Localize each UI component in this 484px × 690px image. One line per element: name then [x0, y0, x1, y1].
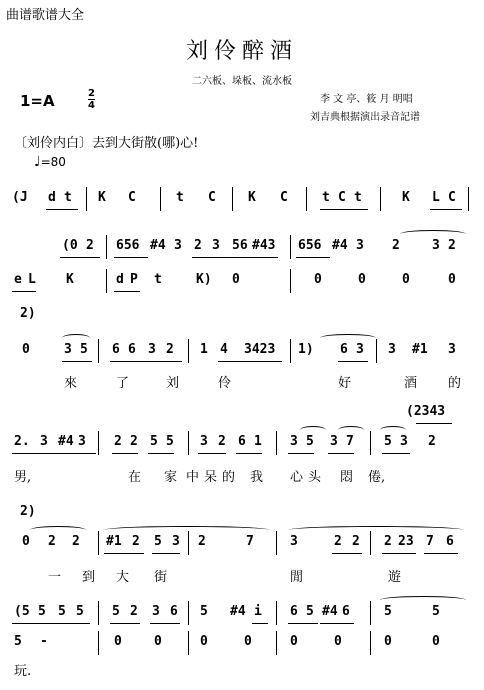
- lyric-char: 了: [116, 376, 130, 391]
- bar-line: [106, 235, 107, 259]
- note-token: #43: [252, 238, 276, 253]
- notation-line-8: [0, 504, 484, 526]
- note-token: 5: [14, 634, 22, 649]
- note-token: 6: [170, 604, 178, 619]
- lyric-char: 閒: [290, 570, 304, 585]
- underline: [112, 453, 138, 454]
- note-token: 7: [246, 534, 254, 549]
- note-token: 5: [384, 604, 392, 619]
- note-token: 2: [72, 534, 80, 549]
- lyric-char: 到: [82, 570, 96, 585]
- note-token: 2): [20, 504, 36, 519]
- bar-line: [276, 631, 277, 655]
- note-token: 0: [154, 634, 162, 649]
- note-token: -: [40, 634, 48, 649]
- note-token: (J: [12, 190, 28, 205]
- slur-arc: [288, 526, 464, 534]
- slur-arc: [104, 526, 270, 534]
- note-token: 5: [306, 604, 314, 619]
- lyric-char: 倦,: [368, 470, 386, 485]
- underline: [148, 453, 174, 454]
- underline: [46, 209, 78, 210]
- note-token: e: [14, 272, 22, 287]
- bar-line: [98, 631, 99, 655]
- note-token: t: [322, 190, 330, 205]
- note-token: C: [208, 190, 216, 205]
- note-token: 0: [384, 634, 392, 649]
- note-token: 3: [330, 434, 338, 449]
- note-token: 0: [358, 272, 366, 287]
- lyric-char: 一: [48, 570, 62, 585]
- note-token: d: [116, 272, 124, 287]
- note-token: 0: [448, 272, 456, 287]
- bar-line: [188, 601, 189, 625]
- note-token: t: [64, 190, 72, 205]
- note-token: C: [448, 190, 456, 205]
- bar-line: [290, 269, 291, 293]
- bar-line: [376, 339, 377, 363]
- slur-arc: [300, 426, 326, 434]
- note-token: 656: [298, 238, 322, 253]
- note-token: 5: [432, 604, 440, 619]
- lyric-char: 大: [116, 570, 130, 585]
- underline: [104, 553, 144, 554]
- underline: [252, 623, 268, 624]
- lyric-char: 在: [128, 470, 142, 485]
- note-token: 6: [238, 434, 246, 449]
- bar-line: [188, 339, 189, 363]
- note-token: 3: [174, 238, 182, 253]
- note-token: 3: [290, 534, 298, 549]
- note-token: 0: [244, 634, 252, 649]
- note-token: 2: [218, 434, 226, 449]
- underline: [192, 257, 278, 258]
- underline: [288, 623, 318, 624]
- note-token: 0: [402, 272, 410, 287]
- note-token: #4: [322, 604, 338, 619]
- underline: [12, 453, 96, 454]
- note-token: 2: [384, 534, 392, 549]
- note-token: 0: [200, 634, 208, 649]
- note-token: 7: [426, 534, 434, 549]
- note-token: 1: [200, 342, 208, 357]
- slur-arc: [320, 334, 376, 342]
- note-token: 2: [130, 434, 138, 449]
- time-sig-top: 2: [88, 88, 95, 99]
- note-token: 3: [200, 434, 208, 449]
- lyrics-line-2: [0, 466, 484, 488]
- note-token: 6: [446, 534, 454, 549]
- notation-line-1: [0, 190, 484, 212]
- lyric-char: 來: [64, 376, 78, 391]
- note-token: K: [402, 190, 410, 205]
- bar-line: [276, 431, 277, 455]
- note-token: 3: [356, 238, 364, 253]
- note-token: 3: [78, 434, 86, 449]
- note-token: C: [128, 190, 136, 205]
- note-token: 3: [152, 604, 160, 619]
- note-token: 656: [116, 238, 140, 253]
- note-token: K: [248, 190, 256, 205]
- note-token: 5: [112, 604, 120, 619]
- lyric-char: 街: [154, 570, 168, 585]
- lyric-char: 呆: [204, 470, 218, 485]
- lyric-char: 的: [448, 376, 462, 391]
- note-token: t: [154, 272, 162, 287]
- key-signature: 1=A: [20, 92, 55, 110]
- note-token: 1: [254, 434, 262, 449]
- underline: [110, 623, 140, 624]
- note-token: (2343: [406, 404, 446, 419]
- bar-line: [306, 187, 307, 211]
- note-token: #1: [412, 342, 428, 357]
- bar-line: [98, 431, 99, 455]
- note-token: 3: [432, 238, 440, 253]
- bar-line: [160, 187, 161, 211]
- bar-line: [98, 531, 99, 555]
- note-token: 2: [194, 238, 202, 253]
- note-token: 5: [80, 342, 88, 357]
- note-token: K: [98, 190, 106, 205]
- note-token: 3: [290, 434, 298, 449]
- note-token: 0: [334, 634, 342, 649]
- note-token: 2: [48, 534, 56, 549]
- note-token: 0: [314, 272, 322, 287]
- note-token: C: [280, 190, 288, 205]
- song-title: 刘伶醉酒: [185, 39, 298, 64]
- note-token: 2: [392, 238, 400, 253]
- lyric-char: 家: [164, 470, 178, 485]
- note-token: 3: [388, 342, 396, 357]
- note-token: 6: [342, 604, 350, 619]
- transcriber-credit: 刘吉典根据演出录音記谱: [310, 112, 420, 123]
- note-token: i: [254, 604, 262, 619]
- note-token: K: [66, 272, 74, 287]
- lyrics-line-3: [0, 566, 484, 588]
- lyric-char: 酒: [404, 376, 418, 391]
- note-token: 5: [166, 434, 174, 449]
- note-token: P: [130, 272, 138, 287]
- note-token: 2: [428, 434, 436, 449]
- note-token: 2: [86, 238, 94, 253]
- lyric-char: 好: [338, 376, 352, 391]
- note-token: 5: [154, 534, 162, 549]
- note-token: 2: [114, 434, 122, 449]
- underline: [338, 361, 368, 362]
- tempo-value: =80: [40, 155, 66, 169]
- underline: [382, 453, 410, 454]
- note-token: 6: [112, 342, 120, 357]
- tempo-mark: [34, 154, 66, 170]
- slur-arc: [338, 426, 364, 434]
- note-token: 3: [64, 342, 72, 357]
- lyric-char: 心: [290, 470, 304, 485]
- note-token: t: [354, 190, 362, 205]
- underline: [288, 453, 314, 454]
- bar-line: [370, 601, 371, 625]
- bar-line: [290, 339, 291, 363]
- lyric-char: 玩.: [14, 664, 32, 679]
- note-token: #4: [332, 238, 348, 253]
- note-token: 0: [114, 634, 122, 649]
- underline: [236, 453, 262, 454]
- underline: [152, 553, 180, 554]
- underline: [150, 623, 180, 624]
- underline: [430, 209, 462, 210]
- slur-arc: [380, 426, 406, 434]
- note-token: 2: [166, 342, 174, 357]
- note-token: L: [28, 272, 36, 287]
- note-token: 3: [40, 434, 48, 449]
- lyrics-line-1: [0, 372, 484, 394]
- note-token: 5: [38, 604, 46, 619]
- note-token: 2: [334, 534, 342, 549]
- time-sig-bottom: 4: [88, 100, 95, 111]
- note-token: 2: [448, 238, 456, 253]
- time-signature: [88, 88, 95, 111]
- note-token: 4: [220, 342, 228, 357]
- site-name: 曲谱歌谱大全: [6, 8, 85, 23]
- note-token: K): [196, 272, 212, 287]
- slur-arc: [400, 230, 466, 238]
- bar-line: [106, 269, 107, 293]
- underline: [320, 209, 368, 210]
- notation-line-7: [0, 434, 484, 456]
- underline: [328, 453, 354, 454]
- lyric-char: 悶: [340, 470, 354, 485]
- notation-line-5: [0, 342, 484, 364]
- underline: [320, 623, 354, 624]
- underline: [62, 361, 92, 362]
- note-token: (0: [62, 238, 78, 253]
- quarter-note-icon: ♩: [34, 154, 41, 170]
- bar-line: [276, 601, 277, 625]
- bar-line: [370, 531, 371, 555]
- lyric-char: 刘: [166, 376, 180, 391]
- bar-line: [86, 187, 87, 211]
- note-token: 6: [340, 342, 348, 357]
- notation-line-11: [0, 634, 484, 656]
- lyric-char: 伶: [218, 376, 232, 391]
- note-token: 3: [448, 342, 456, 357]
- notation-line-4: [0, 306, 484, 328]
- note-token: 5: [150, 434, 158, 449]
- note-token: t: [176, 190, 184, 205]
- lyric-char: 遊: [388, 570, 402, 585]
- bar-line: [98, 339, 99, 363]
- song-subtitle: 二六板、垛板、流水板: [192, 76, 292, 87]
- underline: [114, 257, 148, 258]
- notation-line-6: [0, 404, 484, 426]
- note-token: (5: [14, 604, 30, 619]
- slur-arc: [62, 334, 90, 342]
- note-token: 0: [232, 272, 240, 287]
- note-token: 5: [200, 604, 208, 619]
- underline: [296, 257, 330, 258]
- note-token: 0: [22, 534, 30, 549]
- underline: [198, 453, 226, 454]
- note-token: d: [48, 190, 56, 205]
- underline: [110, 361, 182, 362]
- bar-line: [290, 235, 291, 259]
- note-token: 5: [76, 604, 84, 619]
- note-token: 2: [130, 604, 138, 619]
- underline: [114, 291, 140, 292]
- note-token: C: [338, 190, 346, 205]
- bar-line: [370, 631, 371, 655]
- underline: [382, 553, 416, 554]
- notation-line-3: [0, 272, 484, 294]
- bar-line: [276, 531, 277, 555]
- note-token: 5: [384, 434, 392, 449]
- note-token: 0: [432, 634, 440, 649]
- note-token: 7: [346, 434, 354, 449]
- lyric-char: 的: [222, 470, 236, 485]
- bar-line: [468, 187, 469, 211]
- note-token: #1: [106, 534, 122, 549]
- bar-line: [188, 631, 189, 655]
- note-token: 2: [352, 534, 360, 549]
- note-token: 56: [232, 238, 248, 253]
- note-token: 6: [290, 604, 298, 619]
- underline: [416, 423, 452, 424]
- note-token: 3: [356, 342, 364, 357]
- notation-line-2: [0, 238, 484, 260]
- note-token: 2: [132, 534, 140, 549]
- note-token: 5: [306, 434, 314, 449]
- note-token: 2): [20, 306, 36, 321]
- bar-line: [98, 601, 99, 625]
- singer-credit: 李 文 亭、筱 月 明唱: [320, 94, 413, 105]
- lyric-char: 中: [186, 470, 200, 485]
- note-token: 3: [172, 534, 180, 549]
- lyric-char: 男,: [14, 470, 32, 485]
- underline: [218, 361, 282, 362]
- underline: [424, 553, 458, 554]
- note-token: #4: [230, 604, 246, 619]
- note-token: 2.: [14, 434, 30, 449]
- bar-line: [188, 531, 189, 555]
- note-token: #4: [58, 434, 74, 449]
- underline: [60, 257, 100, 258]
- slur-arc: [380, 596, 466, 604]
- note-token: 3: [148, 342, 156, 357]
- bar-line: [370, 431, 371, 455]
- note-token: 0: [22, 342, 30, 357]
- bar-line: [232, 187, 233, 211]
- note-token: 3423: [244, 342, 276, 357]
- bar-line: [380, 187, 381, 211]
- note-token: #4: [150, 238, 166, 253]
- note-token: 23: [398, 534, 414, 549]
- note-token: L: [432, 190, 440, 205]
- underline: [332, 553, 362, 554]
- note-token: 3: [212, 238, 220, 253]
- note-token: 2: [198, 534, 206, 549]
- lyric-char: 头: [308, 470, 322, 485]
- spoken-dialog: 〔刘伶内白〕去到大街散(哪)心!: [14, 136, 199, 151]
- slur-arc: [30, 526, 86, 534]
- notation-line-10: [0, 604, 484, 626]
- note-token: 0: [290, 634, 298, 649]
- lyric-char: 我: [250, 470, 264, 485]
- note-token: 3: [400, 434, 408, 449]
- lyrics-line-4: [0, 660, 484, 682]
- note-token: 6: [128, 342, 136, 357]
- bar-line: [188, 431, 189, 455]
- note-token: 5: [58, 604, 66, 619]
- note-token: 1): [298, 342, 314, 357]
- underline: [12, 623, 90, 624]
- notation-line-9: [0, 534, 484, 556]
- underline: [12, 291, 36, 292]
